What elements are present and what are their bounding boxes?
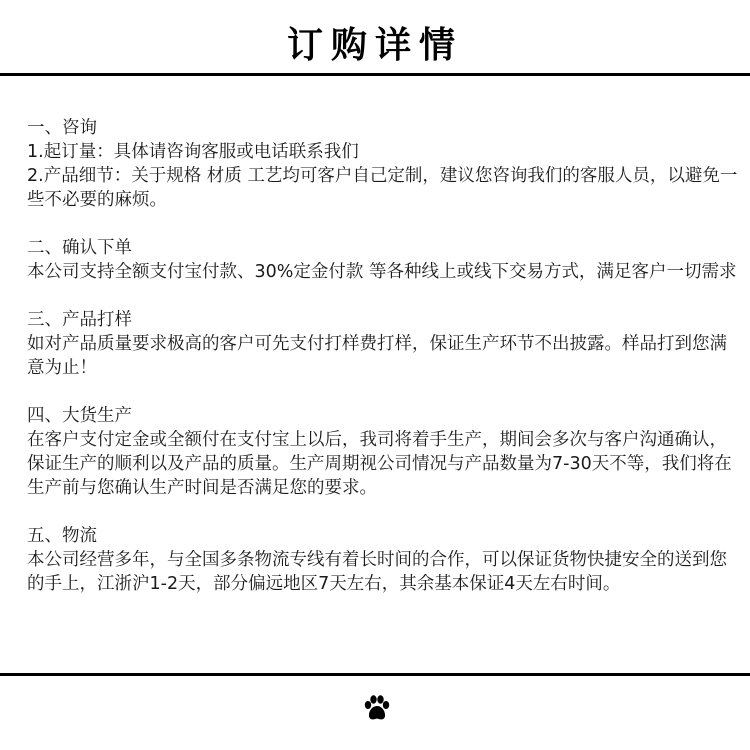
page-title: 订购详情 bbox=[286, 24, 463, 66]
section-line: 本公司经营多年，与全国多条物流专线有着长时间的合作，可以保证货物快捷安全的送到您的手上，江浙沪1-2天，部分偏远地区7天左右，其余基本保证4天左右时间。 bbox=[27, 550, 727, 594]
paw-print-icon bbox=[362, 694, 392, 724]
section-line: 在客户支付定金或全额付在支付宝上以后，我司将着手生产，期间会多次与客户沟通确认，保证生产的顺利以及产品的质量。生产周期视公司情况与产品数量为7-30天不等，我们将在生产前与您确认生产时间是否满足您的要求。 bbox=[27, 430, 732, 498]
section-sample bbox=[27, 308, 739, 380]
order-details-content bbox=[27, 116, 739, 620]
section-heading: 三、产品打样 bbox=[27, 310, 132, 330]
section-heading: 四、大货生产 bbox=[27, 406, 132, 426]
section-line: 2.产品细节：关于规格 材质 工艺均可客户自己定制，建议您咨询我们的客服人员，以避免一些不必要的麻烦。 bbox=[27, 166, 738, 210]
section-heading: 二、确认下单 bbox=[27, 238, 132, 258]
section-heading: 五、物流 bbox=[27, 526, 97, 546]
section-line: 如对产品质量要求极高的客户可先支付打样费打样，保证生产环节不出披露。样品打到您满意为止！ bbox=[27, 334, 727, 378]
section-confirm-order bbox=[27, 236, 739, 284]
section-logistics bbox=[27, 524, 739, 596]
section-line: 本公司支持全额支付宝付款、30%定金付款 等各种线上或线下交易方式，满足客户一切需求 bbox=[27, 262, 737, 282]
bottom-divider bbox=[0, 673, 750, 676]
section-line: 1.起订量：具体请咨询客服或电话联系我们 bbox=[27, 142, 359, 162]
top-divider bbox=[0, 73, 750, 76]
section-heading: 一、咨询 bbox=[27, 118, 97, 138]
header bbox=[0, 0, 750, 76]
section-consult bbox=[27, 116, 739, 212]
section-production bbox=[27, 404, 739, 500]
